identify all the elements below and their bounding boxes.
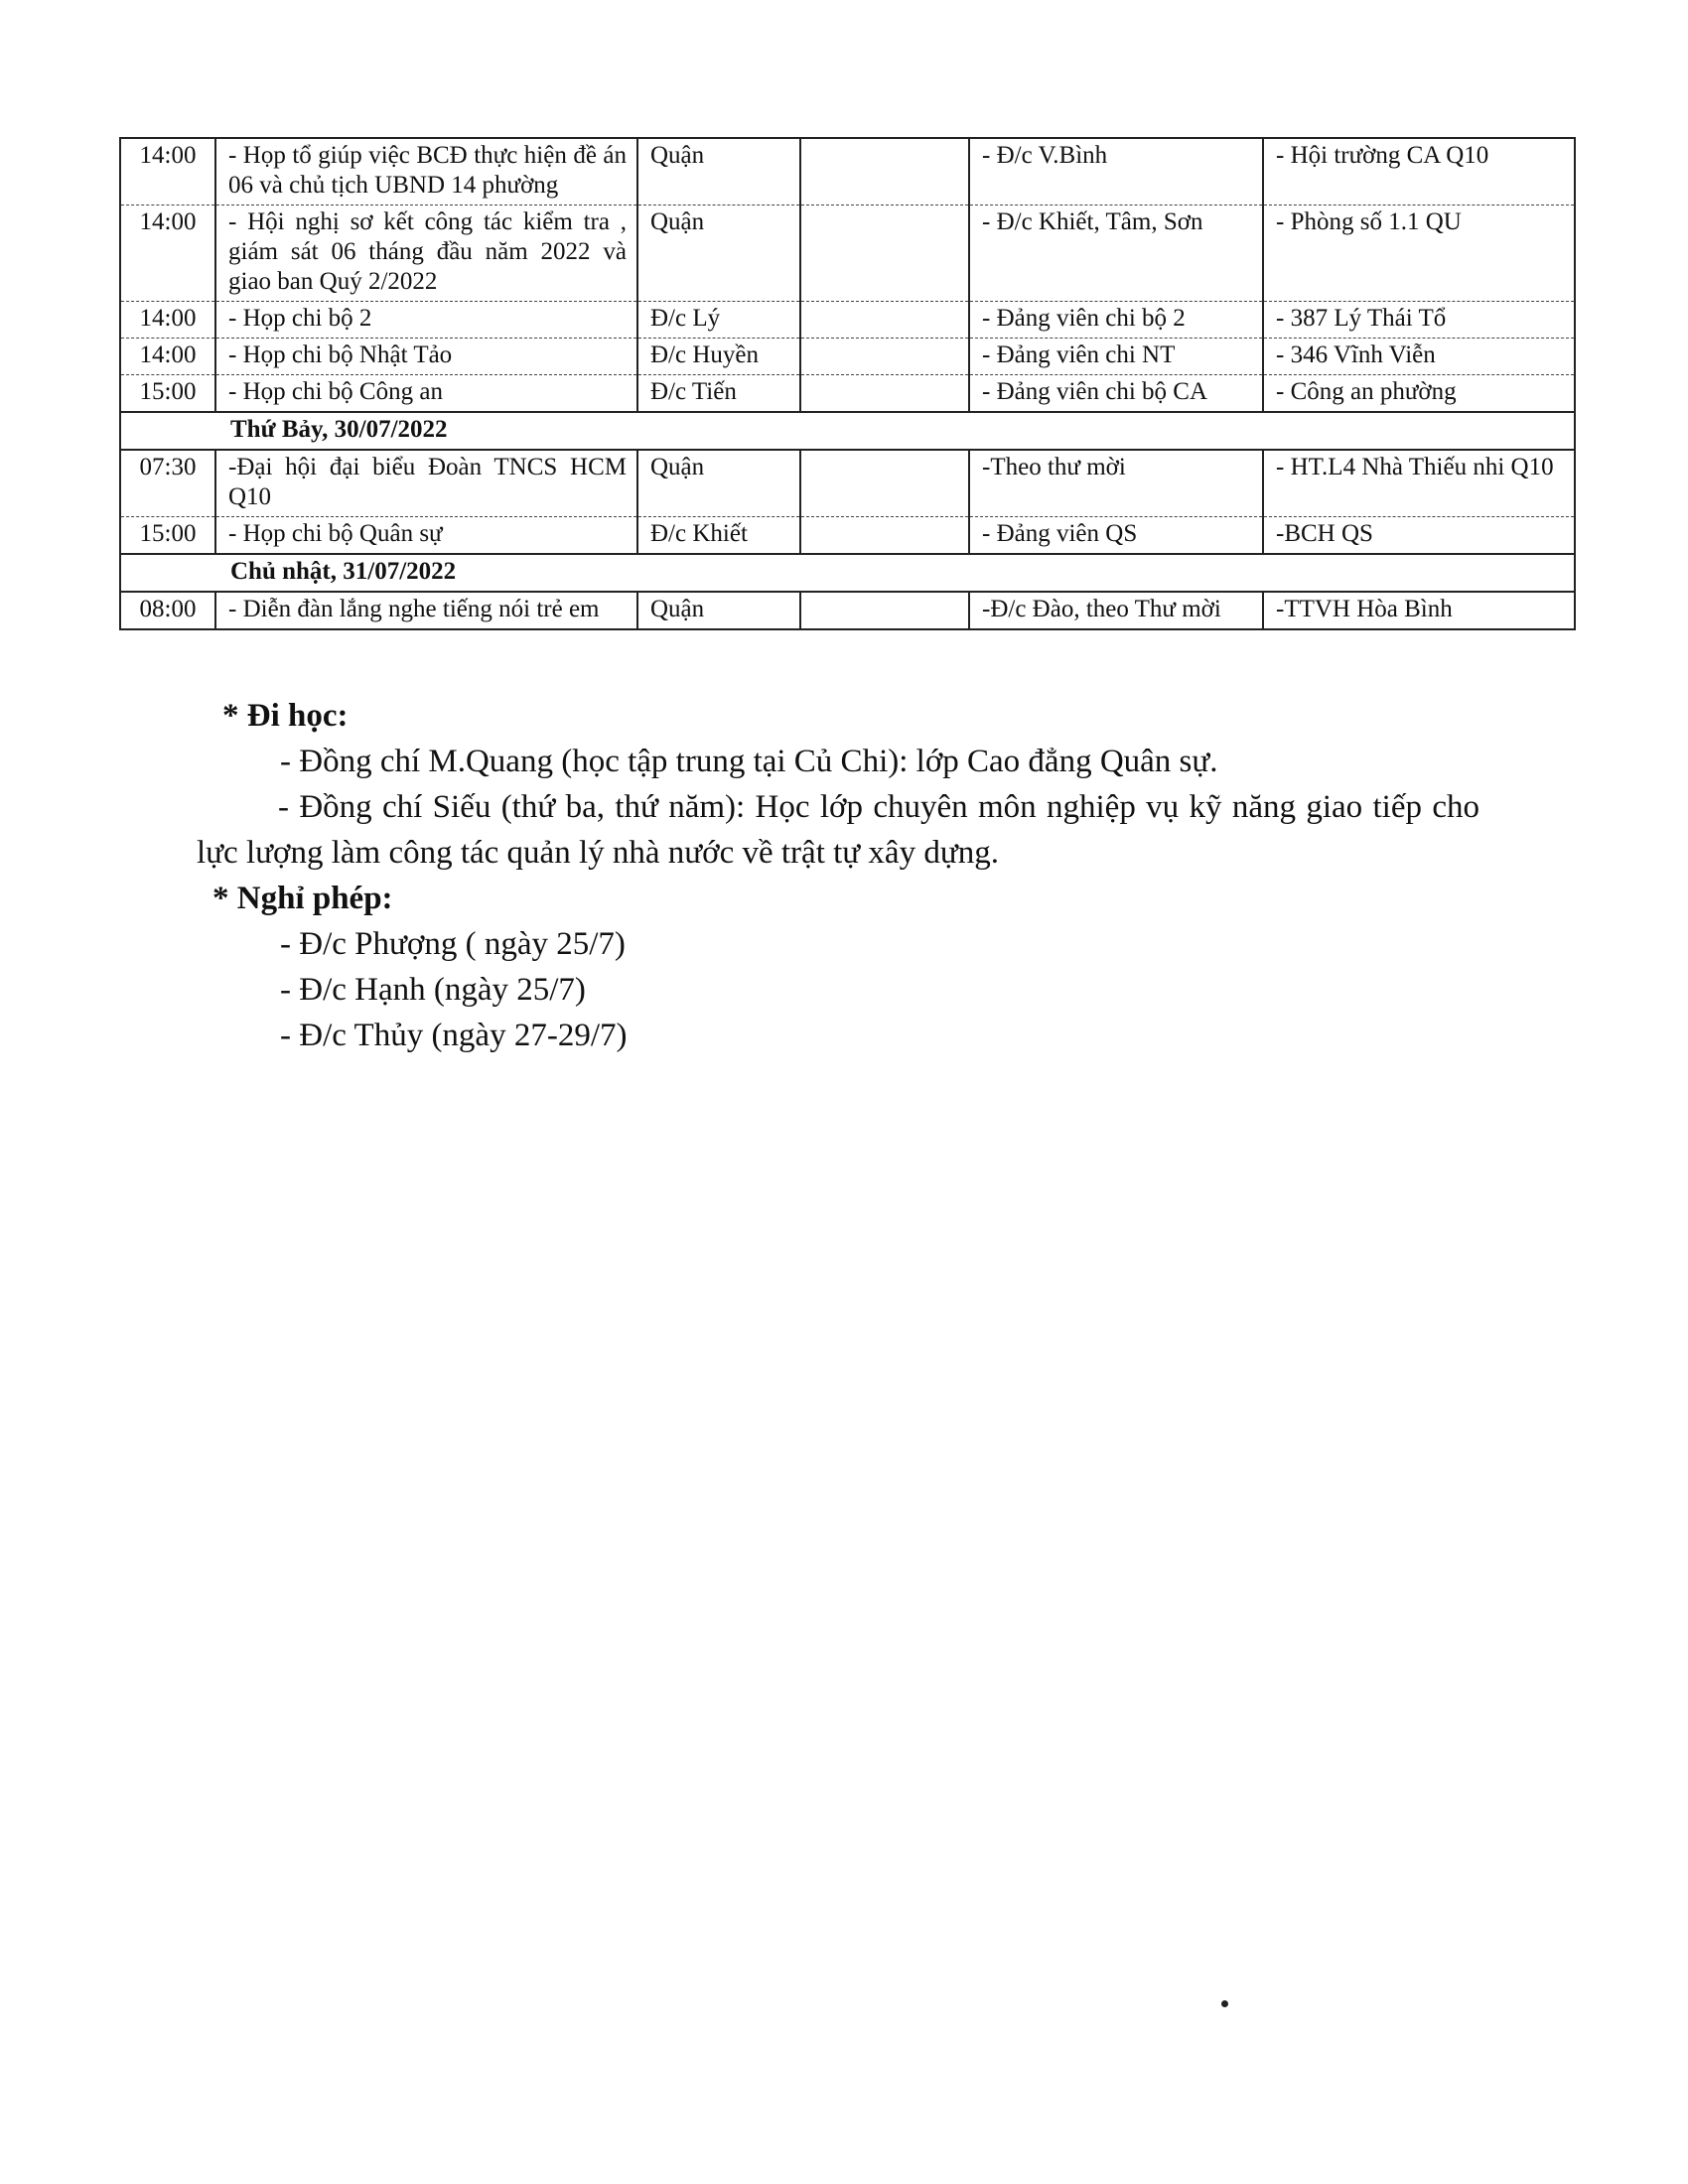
blank-cell [800,339,969,375]
event-row [120,302,1575,339]
location-cell: - HT.L4 Nhà Thiếu nhi Q10 [1263,450,1575,517]
blank-cell [800,205,969,302]
day-header-row [120,412,1575,450]
scan-speck [1221,2000,1228,2007]
time-cell: 08:00 [120,592,215,629]
study-item: - Đồng chí M.Quang (học tập trung tại Củ Chi): lớp Cao đẳng Quân sự. [280,744,1218,779]
leave-item: - Đ/c Hạnh (ngày 25/7) [280,972,586,1008]
location-cell: - Phòng số 1.1 QU [1263,205,1575,302]
content-cell: - Họp chi bộ 2 [215,302,637,339]
location-cell: - Hội trường CA Q10 [1263,138,1575,205]
schedule-body [120,138,1575,629]
time-cell: 14:00 [120,205,215,302]
time-cell: 14:00 [120,302,215,339]
study-item: - Đồng chí Siếu (thứ ba, thứ năm): Học lớp chuyên môn nghiệp vụ kỹ năng giao tiếp cho lực lượng làm công tác quản lý nhà nước về trật tự xây dựng. [197,789,1479,871]
host-cell: Quận [637,205,800,302]
day-header: Chủ nhật, 31/07/2022 [120,554,1575,592]
host-cell: Đ/c Lý [637,302,800,339]
host-cell: Quận [637,592,800,629]
event-row [120,517,1575,555]
host-cell: Đ/c Huyền [637,339,800,375]
day-header-row [120,554,1575,592]
location-cell: -BCH QS [1263,517,1575,555]
blank-cell [800,450,969,517]
content-cell: - Họp chi bộ Nhật Tảo [215,339,637,375]
event-row [120,339,1575,375]
day-header: Thứ Bảy, 30/07/2022 [120,412,1575,450]
participants-cell: - Đảng viên chi bộ 2 [969,302,1263,339]
time-cell: 14:00 [120,339,215,375]
blank-cell [800,138,969,205]
blank-cell [800,592,969,629]
time-cell: 07:30 [120,450,215,517]
time-cell: 14:00 [120,138,215,205]
host-cell: Đ/c Khiết [637,517,800,555]
time-cell: 15:00 [120,517,215,555]
content-cell: - Hội nghị sơ kết công tác kiểm tra , giám sát 06 tháng đầu năm 2022 và giao ban Quý 2/2022 [215,205,637,302]
event-row [120,138,1575,205]
host-cell: Quận [637,138,800,205]
location-cell: - 387 Lý Thái Tổ [1263,302,1575,339]
leave-heading: * Nghỉ phép: [212,881,393,916]
location-cell: - 346 Vĩnh Viễn [1263,339,1575,375]
event-row [120,450,1575,517]
host-cell: Quận [637,450,800,517]
notes-section [199,693,1479,1058]
blank-cell [800,375,969,413]
location-cell: -TTVH Hòa Bình [1263,592,1575,629]
host-cell: Đ/c Tiến [637,375,800,413]
blank-cell [800,302,969,339]
participants-cell: - Đ/c V.Bình [969,138,1263,205]
location-cell: - Công an phường [1263,375,1575,413]
participants-cell: - Đảng viên QS [969,517,1263,555]
participants-cell: - Đảng viên chi bộ CA [969,375,1263,413]
content-cell: - Họp chi bộ Quân sự [215,517,637,555]
blank-cell [800,517,969,555]
content-cell: - Họp tổ giúp việc BCĐ thực hiện đề án 06 và chủ tịch UBND 14 phường [215,138,637,205]
participants-cell: - Đảng viên chi NT [969,339,1263,375]
event-row [120,375,1575,413]
content-cell: - Diễn đàn lắng nghe tiếng nói trẻ em [215,592,637,629]
event-row [120,205,1575,302]
event-row [120,592,1575,629]
time-cell: 15:00 [120,375,215,413]
study-heading: * Đi học: [222,698,349,734]
leave-item: - Đ/c Phượng ( ngày 25/7) [280,926,626,962]
participants-cell: -Theo thư mời [969,450,1263,517]
participants-cell: -Đ/c Đào, theo Thư mời [969,592,1263,629]
leave-item: - Đ/c Thủy (ngày 27-29/7) [280,1018,628,1053]
schedule-table [119,137,1576,630]
content-cell: - Họp chi bộ Công an [215,375,637,413]
participants-cell: - Đ/c Khiết, Tâm, Sơn [969,205,1263,302]
content-cell: -Đại hội đại biểu Đoàn TNCS HCM Q10 [215,450,637,517]
